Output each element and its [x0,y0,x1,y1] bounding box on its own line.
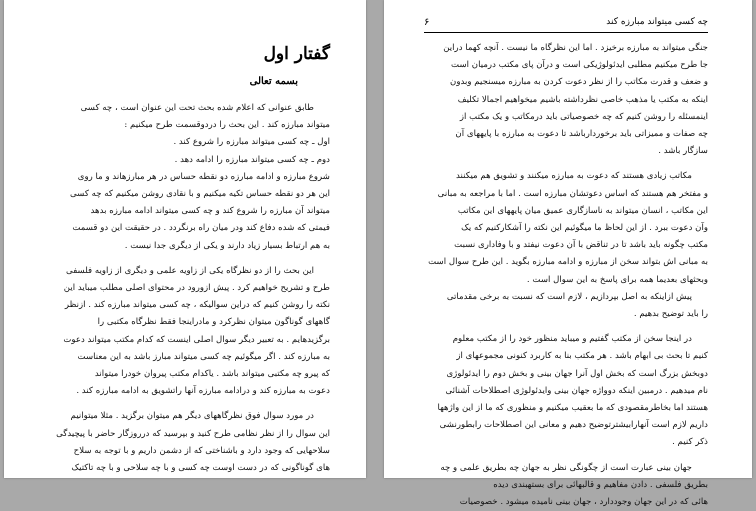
text-line: فیمتی که شده دفاع کند ودر میان راه برنگردد . در حقیقت این دو قسمت [72,223,330,234]
text-line: بطریق فلسفی . دادن مفاهیم و قالبهائی برای بستهبندی دیده [493,479,708,490]
text-line: هائی که در این جهان وجوددارد ، جهان بینی نامیده میشود . خصوصیات [459,497,708,508]
text-line: نام میدهیم . درمبین اینکه دوواژه جهان بینی وایدئولوژی اصطلاحات آشنائی [445,385,708,396]
text-line: دوم ـ چه کسی میتواند مبارزه را ادامه دهد . [174,154,330,165]
text-line: اینکه به مکتب یا مذهب خاصی نظرداشته باشیم میخواهیم اجمالا تکلیف [457,94,708,105]
text-line: این هر دو نقطه حساس تکیه میکنیم و با نقادی روشن میکنیم که چه کسی [70,189,330,200]
text-line: برگزیدهایم . به تعبیر دیگر سوال اصلی اینست که کدام مکتب میتواند دعوت [63,334,330,345]
text-line: این سوال را از نظر نظامی طرح کنید و بپرسید که درروزگار حاضر با پیچیدگی [56,428,330,439]
text-line: اینمسئله را روشن کنیم که چه خصوصیاتی باید درمکاتب و یک مکتب از [459,111,708,122]
text-line: و ضعف و قدرت مکاتب را از نظر دعوت کردن به مبارزه میسنجیم وبدون [450,77,708,88]
text-line: به هم ارتباط بسیار زیاد دارند و یکی از دیگری جدا نیست . [124,240,330,251]
text-line: میتواند آن مبارزه را شروع کند و چه کسی میتواند ادامه مبارزه بدهد [90,206,330,217]
text-line: شروع مبارزه و ادامه مبارزه دو نقطه حساس در هر مبارزهاند و ما روی [77,171,330,182]
text-line: سازگار باشد . [658,146,708,157]
text-line: گاههای گوناگون میتوان نظرکرد و مادراینجا فقط نظرگاه مکتبی را [97,317,330,328]
text-line: نکته را روشن کنیم که دراین سوالیکه ، چه کسی میتواند مبارزه کند . ازنظر [64,300,330,311]
text-line: مکتب چگونه باید باشد تا در تناقض با آن دعوت نیفتد و با وفاداری نسبت [454,240,708,251]
text-line: طرح و تشریح خواهیم کرد . پیش ازورود در محتوای اصلی مطلب میباید این [63,283,330,294]
text-line: هستند اما بخاطرمقصودی که ما بعقیب میکنیم و منظوری که ما از این واژهها [437,403,708,414]
text-line: وبحثهای بعدیما همه برای پاسخ به این سوال است . [526,274,708,285]
text-line: به مبانی اش بتواند سخن از مبارزه و ادامه مبارزه بگوید . این طرح سوال است [428,257,708,268]
chapter-title: گفتار اول [263,44,330,64]
left-body-text [42,100,330,477]
right-page [384,0,752,508]
text-line: جنگی میتواند به مبارزه برخیزد . اما این نظرگاه ما نیست . آنچه کهما دراین [443,43,708,53]
text-line: که پیرو چه مکتبی میتواند باشد . یاکدام مکتب پیروان خودرا میتواند [94,369,330,380]
right-body-text [424,40,708,511]
text-line: سلاحهایی که وجود دارد و باشناختی که از دشمن داریم و با توجه به سلاح [73,445,330,456]
paragraph-gap [424,452,708,460]
text-line: پیش ازاینکه به اصل بپردازیم ، لازم است که نسبت به برخی مقدماتی [446,291,692,302]
running-header [424,16,708,33]
text-line: و مفتخر هم هستند که اساس دعوتشان مبارزه است . اما با مراجعه به مبانی [437,188,708,199]
page-number: ۶ [424,17,430,28]
paragraph-gap [42,255,330,263]
text-line: کنیم تا بحث بی ابهام باشد . هر مکتب بنا به کاربرد کنونی مجموعهای از [456,351,708,362]
text-line: طابق عنوانی که اعلام شده بحث تحت این عنوان است ، چه کسی [80,103,314,113]
text-line: مکاتب زیادی هستند که دعوت به مبارزه میکنند و تشویق هم میکنند [456,171,692,182]
text-line: در مورد سوال فوق نظرگاههای دیگر هم میتوان برگزید . مثلا میتوانیم [70,411,314,422]
text-line: وآن دعوت ببرد . از این لحاظ ما میگوئیم این نکته را آشکارکنیم که یک [461,223,708,234]
text-line: های گوناگونی که در دست اوست چه کسی و با چه سلاحی و با چه تاکتیک [71,463,330,474]
paragraph-gap [424,323,708,331]
running-title: چه کسی میتواند مبارزه کند [606,17,708,27]
paragraph-gap [424,160,708,168]
text-line: ذکر کنیم . [672,437,708,448]
text-line: این مکاتب ، انسان میتواند به ناسازگاری عمیق میان پایههای این مکاتب [457,205,708,216]
text-line: میتواند مبارزه کند . این بحث را دردوقسمت طرح میکنیم : [124,120,330,131]
text-line: در اینجا سخن از مکتب گفتیم و میباید منظور خود را از مکتب معلوم [452,334,692,345]
paragraph-gap [42,400,330,408]
text-line: این بحث را از دو نظرگاه یکی از زاویه علمی و دیگری از زاویه فلسفی [66,265,314,276]
text-line: دعوت به مبارزه کند و درادامه مبارزه آنها راتشویق به ادامه مبارزه کند . [76,386,330,397]
text-line: جا طرح میکنیم مطلبی ایدئولوژیکی است و درآن پای مکتب درمیان است [451,60,708,71]
left-page [4,0,366,478]
text-line: چه صفات و مميزاتی باید برخوردارباشد تا دعوت به مبارزه با پایههای آن [455,129,708,140]
text-line: اول ـ چه کسی میتواند مبارزه را شروع کند . [173,137,330,148]
text-line: را باید توضیح بدهیم . [633,309,708,320]
text-line: داریم لازم است آنهارابیشترتوضیح دهیم و معانی این اصطلاحات رابطورنشی [439,420,708,431]
basmala: بسمه تعالی [249,76,298,87]
text-line: جهان بینی عبارت است از چگونگی نظر به جهان چه بطریق علمی و چه [440,462,692,473]
text-line: دوبخش بزرگ است که بخش اول آنرا جهان بینی و بخش دوم را ایدئولوژی [446,368,708,379]
text-line: به مبارزه کند . اگر میگوئیم چه کسی میتواند مبارز باشد به این معناست [77,351,330,362]
